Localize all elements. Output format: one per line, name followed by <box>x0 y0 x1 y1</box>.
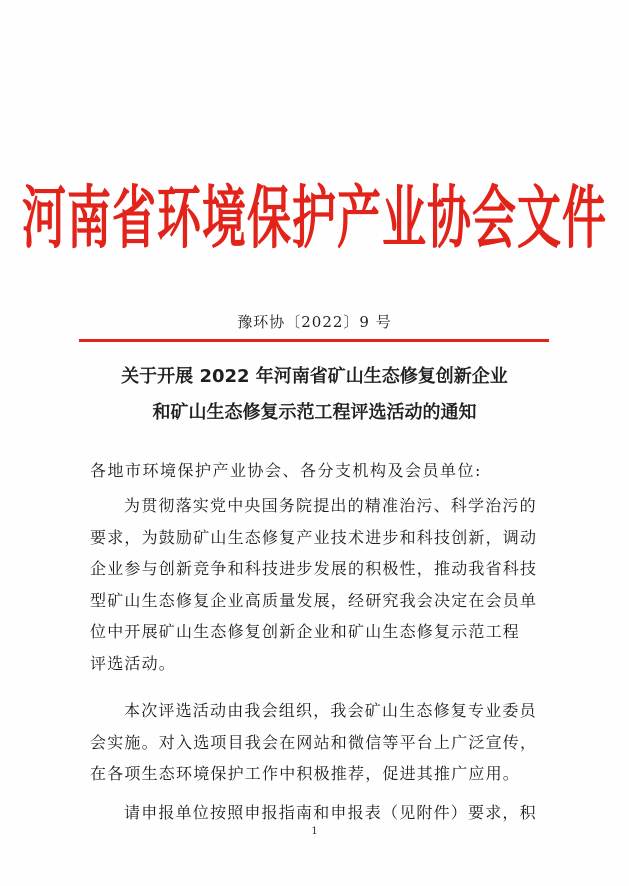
paragraph-2-line: 在各项生态环境保护工作中积极推荐，促进其推广应用。 <box>90 764 521 783</box>
paragraph-1-line: 为贯彻落实党中央国务院提出的精准治污、科学治污的 <box>124 496 537 515</box>
paragraph-2-line: 本次评选活动由我会组织，我会矿山生态修复专业委员 <box>124 701 537 720</box>
paragraph-1-line: 位中开展矿山生态修复创新企业和矿山生态修复示范工程 <box>90 622 521 641</box>
document-number: 豫环协〔2022〕9 号 <box>237 313 392 331</box>
paragraph-1-line: 型矿山生态修复企业高质量发展，经研究我会决定在会员单 <box>90 590 538 610</box>
issuer-masthead: 河南省环境保护产业协会文件 <box>22 179 607 259</box>
paragraph-1-line: 要求，为鼓励矿山生态修复产业技术进步和科技创新，调动 <box>90 527 538 547</box>
page-number: 1 <box>311 826 318 837</box>
paragraph-1 <box>90 490 546 679</box>
paragraph-1-line: 评选活动。 <box>90 653 177 673</box>
paragraph-2 <box>90 695 546 790</box>
red-divider-rule <box>79 339 549 342</box>
paragraph-2-line: 会实施。对入选项目我会在网站和微信等平台上广泛宣传， <box>90 732 538 752</box>
paragraph-3 <box>90 797 546 829</box>
salutation: 各地市环境保护产业协会、各分支机构及会员单位: <box>90 461 482 480</box>
paragraph-1-line: 企业参与创新竞争和科技进步发展的积极性，推动我省科技 <box>90 559 538 578</box>
paragraph-3-line: 请申报单位按照申报指南和申报表（见附件）要求，积 <box>124 803 537 822</box>
notice-title-line-1: 关于开展 2022 年河南省矿山生态修复创新企业 <box>121 366 508 387</box>
notice-title-line-2: 和矿山生态修复示范工程评选活动的通知 <box>152 402 477 423</box>
